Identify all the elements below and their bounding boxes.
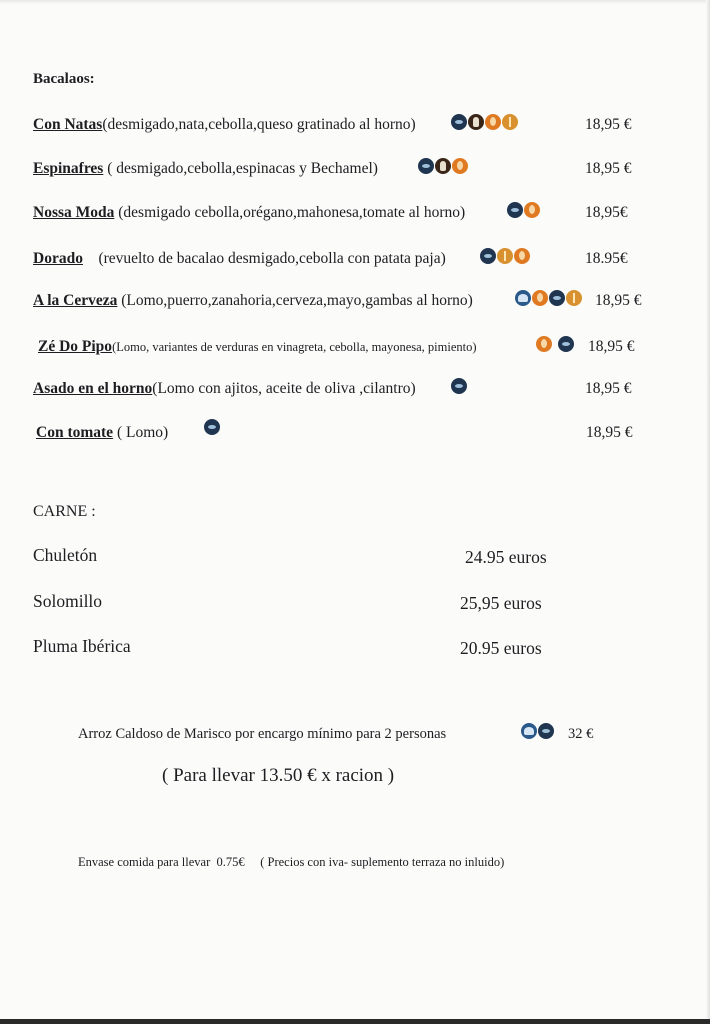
fish-allergen-icon	[451, 378, 467, 394]
arroz-price: 32 €	[568, 726, 594, 742]
dish-detail: (desmigado,nata,cebolla,queso gratinado al horno)	[102, 116, 416, 133]
dish-line	[36, 424, 168, 442]
fish-allergen-icon	[451, 114, 467, 130]
dish-name: Zé Do Pipo	[38, 338, 113, 355]
menu-item	[33, 292, 643, 316]
egg-allergen-icon	[536, 336, 552, 352]
dish-name: Nossa Moda	[33, 204, 115, 221]
meat-price: 25,95 euros	[460, 593, 542, 613]
fish-allergen-icon	[204, 419, 220, 435]
dish-price: 18,95€	[585, 204, 628, 221]
dish-detail: (Lomo con ajitos, aceite de oliva ,cilantro)	[152, 380, 416, 397]
page-edge-bottom	[0, 1019, 710, 1024]
dish-price: 18,95 €	[585, 116, 632, 133]
dish-price: 18,95 €	[595, 292, 642, 309]
meat-price: 20.95 euros	[460, 638, 542, 658]
gluten-allergen-icon	[502, 114, 518, 130]
allergen-icons	[480, 247, 531, 267]
dish-detail: (desmigado cebolla,orégano,mahonesa,tomate al horno)	[114, 204, 466, 221]
gluten-allergen-icon	[566, 290, 582, 306]
shellfish-allergen-icon	[521, 723, 537, 739]
dish-price: 18.95€	[585, 250, 628, 267]
menu-item	[33, 204, 643, 228]
page-edge-right	[706, 0, 710, 1024]
dish-name: Con tomate	[36, 424, 114, 441]
dish-detail: ( Lomo)	[113, 424, 169, 441]
egg-allergen-icon	[532, 290, 548, 306]
egg-allergen-icon	[485, 114, 501, 130]
dish-name: A la Cerveza	[33, 292, 118, 309]
allergen-icons	[451, 113, 519, 133]
dish-line	[33, 292, 473, 310]
dish-line	[33, 250, 446, 268]
meat-name: Pluma Ibérica	[33, 636, 131, 656]
footer-note: Envase comida para llevar 0.75€ ( Precios con iva- suplemento terraza no inluido)	[78, 855, 505, 869]
menu-item	[36, 424, 646, 448]
fish-allergen-icon	[418, 158, 434, 174]
menu-item	[33, 250, 643, 274]
allergen-icons	[521, 722, 555, 742]
dish-name: Asado en el horno	[33, 380, 153, 397]
menu-item	[33, 380, 643, 404]
egg-allergen-icon	[452, 158, 468, 174]
menu-item	[38, 338, 648, 362]
dish-detail: (Lomo, variantes de verduras en vinagreta, cebolla, mayonesa, pimiento)	[112, 340, 477, 354]
egg-allergen-icon	[524, 202, 540, 218]
dish-line	[38, 338, 477, 356]
meat-name: Chuletón	[33, 545, 98, 565]
takeaway-price-note: ( Para llevar 13.50 € x racion )	[162, 765, 395, 786]
section-title-bacalaos: Bacalaos:	[33, 71, 95, 87]
fish-allergen-icon	[558, 336, 574, 352]
allergen-icons	[515, 289, 583, 309]
dish-name: Dorado	[33, 250, 83, 267]
gluten-allergen-icon	[497, 248, 513, 264]
shellfish-allergen-icon	[515, 290, 531, 306]
dish-line	[33, 204, 465, 222]
menu-item	[33, 160, 643, 184]
meat-price: 24.95 euros	[465, 547, 547, 567]
meat-name: Solomillo	[33, 591, 103, 611]
dish-name: Espinafres	[33, 160, 104, 177]
dish-line	[33, 160, 378, 178]
dish-price: 18,95 €	[588, 338, 635, 355]
allergen-icons	[451, 377, 468, 397]
allergen-icons	[507, 201, 541, 221]
dish-price: 18,95 €	[586, 424, 633, 441]
fish-allergen-icon	[480, 248, 496, 264]
milk-allergen-icon	[468, 114, 484, 130]
section-title-carne: CARNE :	[33, 503, 96, 520]
egg-allergen-icon	[514, 248, 530, 264]
milk-allergen-icon	[435, 158, 451, 174]
fish-allergen-icon	[549, 290, 565, 306]
dish-line	[33, 116, 416, 134]
dish-detail: (Lomo,puerro,zanahoria,cerveza,mayo,gambas al horno)	[117, 292, 473, 309]
fish-allergen-icon	[538, 723, 554, 739]
arroz-caldoso-text: Arroz Caldoso de Marisco por encargo mínimo para 2 personas	[78, 726, 447, 742]
dish-price: 18,95 €	[585, 380, 632, 397]
dish-detail: ( desmigado,cebolla,espinacas y Bechamel)	[103, 160, 378, 177]
dish-detail: (revuelto de bacalao desmigado,cebolla con patata paja)	[82, 250, 446, 267]
menu-item	[33, 116, 643, 140]
allergen-icons	[204, 418, 221, 438]
dish-name: Con Natas	[33, 116, 103, 133]
allergen-icons	[418, 157, 469, 177]
dish-price: 18,95 €	[585, 160, 632, 177]
dish-line	[33, 380, 416, 398]
fish-allergen-icon	[507, 202, 523, 218]
allergen-icons	[536, 335, 575, 355]
page-edge-top	[0, 0, 710, 4]
